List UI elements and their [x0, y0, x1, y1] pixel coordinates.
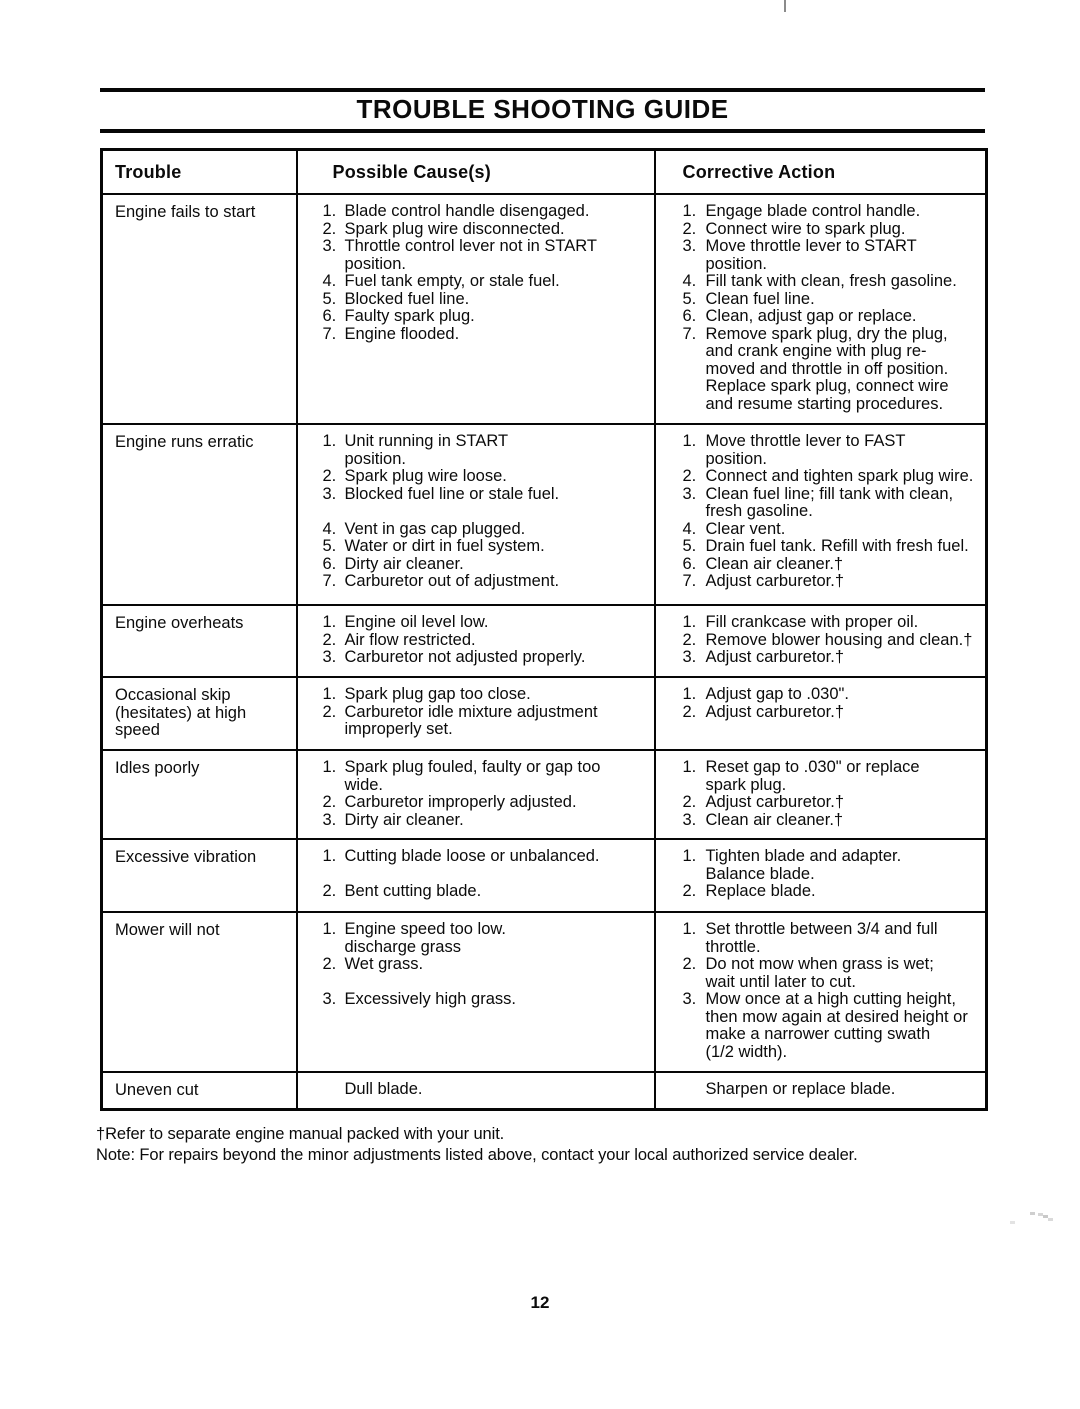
item-number: 6. — [322, 307, 337, 325]
item-text: Clean, adjust gap or replace. — [705, 307, 917, 325]
item-text: Move throttle lever to START position. — [705, 237, 917, 273]
item-text: Adjust carburetor.† — [705, 793, 844, 811]
item-text: Clean fuel line. — [705, 289, 815, 308]
list-item — [298, 221, 652, 239]
item-number: 2. — [322, 702, 337, 721]
item-text: Fuel tank empty, or stale fuel. — [344, 272, 560, 290]
item-text: Clean air cleaner.† — [705, 810, 844, 829]
item-number: 5. — [322, 537, 337, 555]
list-item — [298, 686, 652, 704]
item-number: 2. — [322, 630, 337, 649]
item-text: Vent in gas cap plugged. — [344, 519, 526, 538]
list-item — [298, 614, 652, 632]
item-number: 6. — [322, 554, 337, 573]
list-item — [298, 486, 652, 504]
item-text: Water or dirt in fuel system. — [344, 537, 545, 555]
table-row — [102, 677, 987, 750]
list-item — [298, 632, 652, 650]
item-text: Move throttle lever to FAST position. — [705, 432, 906, 468]
list-item — [656, 203, 984, 221]
item-number: 3. — [682, 237, 697, 255]
footnotes — [96, 1124, 996, 1166]
list-item — [298, 794, 652, 812]
table-row — [102, 912, 987, 1072]
item-number: 1. — [682, 613, 697, 631]
list-item — [298, 308, 652, 326]
list-item — [656, 649, 984, 667]
list-item — [298, 203, 652, 221]
item-number: 2. — [682, 630, 697, 649]
actions-cell — [655, 912, 987, 1072]
item-text: Fill crankcase with proper oil. — [705, 613, 919, 631]
item-text: Tighten blade and adapter. Balance blade. — [705, 847, 902, 883]
item-text: Excessively high grass. — [344, 990, 516, 1008]
item-number: 7. — [322, 572, 337, 590]
list-item — [656, 556, 984, 574]
list-item — [656, 921, 984, 956]
item-number: 1. — [322, 432, 337, 450]
item-number: 2. — [682, 467, 697, 485]
table-row — [102, 1072, 987, 1109]
scan-artifact-tick — [784, 0, 786, 12]
title-rule-top — [100, 88, 985, 92]
item-number: 3. — [322, 237, 337, 255]
item-number: 5. — [682, 289, 697, 308]
list-item — [656, 991, 984, 1061]
footnote-dagger: †Refer to separate engine manual packed with your unit. — [96, 1125, 505, 1143]
list-item — [656, 238, 984, 273]
trouble-cell: Mower will not — [102, 912, 297, 1072]
item-number: 1. — [322, 685, 337, 703]
item-number: 1. — [322, 847, 337, 865]
list-item — [656, 632, 984, 650]
title-rule-bottom — [100, 129, 985, 133]
list-item — [298, 326, 652, 344]
page-title: TROUBLE SHOOTING GUIDE — [356, 94, 729, 124]
item-number: 4. — [682, 519, 697, 538]
list-item — [656, 573, 984, 591]
item-text: Clean air cleaner.† — [705, 554, 844, 573]
list-item — [298, 468, 652, 486]
item-text: Fill tank with clean, fresh gasoline. — [705, 272, 957, 290]
trouble-cell: Excessive vibration — [102, 839, 297, 912]
item-text: Blocked fuel line or stale fuel. — [344, 484, 560, 503]
column-header-trouble: Trouble — [102, 150, 297, 195]
list-item — [298, 291, 652, 309]
list-item — [298, 812, 652, 830]
causes-cell — [297, 912, 655, 1072]
list-item — [298, 556, 652, 574]
table-row — [102, 839, 987, 912]
item-text: Air flow restricted. — [344, 630, 476, 649]
item-number: 3. — [682, 990, 697, 1008]
list-item — [298, 433, 652, 468]
item-text: Reset gap to .030" or replace spark plug. — [705, 758, 920, 794]
list-item — [656, 273, 984, 291]
item-number: 1. — [682, 758, 697, 776]
footnote-note: Note: For repairs beyond the minor adjustments listed above, contact your local authorized service dealer. — [96, 1146, 858, 1164]
causes-cell — [297, 605, 655, 677]
item-text: Dirty air cleaner. — [344, 554, 464, 573]
trouble-cell: Engine runs erratic — [102, 424, 297, 605]
table-row — [102, 750, 987, 839]
list-item — [298, 956, 652, 974]
item-number: 2. — [322, 793, 337, 811]
item-text: Sharpen or replace blade. — [705, 1080, 896, 1098]
item-text: Adjust carburetor.† — [705, 702, 844, 721]
item-text: Throttle control lever not in START position. — [344, 237, 597, 273]
item-number: 1. — [682, 920, 697, 938]
trouble-cell: Occasional skip (hesitates) at high speed — [102, 677, 297, 750]
page-number: 12 — [530, 1293, 550, 1312]
actions-cell — [655, 194, 987, 424]
item-text: Engage blade control handle. — [705, 202, 921, 220]
item-number: 3. — [682, 648, 697, 666]
list-item — [656, 291, 984, 309]
list-item — [656, 486, 984, 521]
table-header-row — [102, 150, 987, 195]
list-item — [656, 848, 984, 883]
item-text: Blocked fuel line. — [344, 289, 470, 308]
item-text: Carburetor improperly adjusted. — [344, 793, 577, 811]
item-text: Adjust gap to .030". — [705, 685, 849, 703]
item-text: Carburetor idle mixture adjustment improperly set. — [344, 702, 598, 738]
item-text: Dull blade. — [344, 1080, 423, 1098]
item-text: Mow once at a high cutting height, then mow again at desired height or make a narrower cutting swath (1/2 width). — [705, 990, 968, 1061]
item-text: Engine speed too low. discharge grass — [344, 920, 506, 956]
item-number: 3. — [682, 484, 697, 503]
causes-cell — [297, 194, 655, 424]
causes-cell — [297, 750, 655, 839]
item-number: 1. — [682, 685, 697, 703]
item-number: 4. — [682, 272, 697, 290]
item-text: Faulty spark plug. — [344, 307, 475, 325]
list-item — [656, 686, 984, 704]
table-row — [102, 194, 987, 424]
item-text: Spark plug gap too close. — [344, 685, 531, 703]
list-item — [298, 704, 652, 739]
list-item — [298, 848, 652, 866]
table-body — [102, 194, 987, 1109]
item-text: Connect and tighten spark plug wire. — [705, 467, 974, 485]
item-text: Dirty air cleaner. — [344, 810, 464, 829]
list-item — [656, 308, 984, 326]
trouble-cell: Engine overheats — [102, 605, 297, 677]
list-item — [656, 759, 984, 794]
list-gap — [298, 503, 652, 521]
list-item — [298, 1081, 652, 1099]
item-text: Spark plug wire disconnected. — [344, 219, 565, 238]
actions-cell — [655, 677, 987, 750]
item-text: Spark plug fouled, faulty or gap too wide. — [344, 758, 601, 794]
trouble-cell: Uneven cut — [102, 1072, 297, 1109]
item-text: Unit running in START position. — [344, 432, 509, 468]
causes-cell — [297, 1072, 655, 1109]
item-number: 3. — [322, 648, 337, 666]
item-text: Engine flooded. — [344, 324, 460, 343]
item-number: 1. — [322, 202, 337, 220]
item-text: Wet grass. — [344, 955, 424, 973]
list-item — [656, 1081, 984, 1099]
item-text: Carburetor not adjusted properly. — [344, 648, 586, 666]
actions-cell — [655, 1072, 987, 1109]
item-text: Remove blower housing and clean.† — [705, 630, 973, 649]
item-number: 2. — [322, 955, 337, 973]
item-text: Drain fuel tank. Refill with fresh fuel. — [705, 537, 969, 555]
scan-artifact-smudge — [1030, 1212, 1035, 1215]
item-text: Remove spark plug, dry the plug, and crank engine with plug re- moved and throttle in off position. Replace spark plug, connect wire and resume starting procedures. — [705, 324, 949, 413]
item-number: 6. — [682, 307, 697, 325]
list-item — [298, 273, 652, 291]
column-header-corrective-action: Corrective Action — [655, 150, 987, 195]
item-text: Adjust carburetor.† — [705, 648, 844, 666]
item-text: Bent cutting blade. — [344, 882, 482, 900]
list-gap — [298, 974, 652, 992]
list-item — [656, 538, 984, 556]
item-number: 2. — [682, 955, 697, 973]
item-number: 1. — [322, 920, 337, 938]
column-header-possible-causes: Possible Cause(s) — [297, 150, 655, 195]
item-number: 4. — [322, 272, 337, 290]
item-number: 6. — [682, 554, 697, 573]
item-number: 4. — [322, 519, 337, 538]
item-text: Blade control handle disengaged. — [344, 202, 590, 220]
list-item — [656, 956, 984, 991]
actions-cell — [655, 750, 987, 839]
list-item — [298, 238, 652, 273]
list-item — [656, 221, 984, 239]
actions-cell — [655, 605, 987, 677]
item-number: 3. — [682, 810, 697, 829]
item-number: 7. — [682, 572, 697, 590]
list-item — [656, 704, 984, 722]
list-item — [298, 573, 652, 591]
item-number: 1. — [682, 847, 697, 865]
item-number: 2. — [322, 467, 337, 485]
list-item — [656, 883, 984, 901]
list-item — [298, 883, 652, 901]
table-row — [102, 605, 987, 677]
causes-cell — [297, 839, 655, 912]
actions-cell — [655, 839, 987, 912]
item-number: 2. — [322, 882, 337, 900]
item-text: Replace blade. — [705, 882, 816, 900]
causes-cell — [297, 424, 655, 605]
item-number: 1. — [682, 432, 697, 450]
list-item — [298, 991, 652, 1009]
item-number: 1. — [322, 613, 337, 631]
list-item — [656, 812, 984, 830]
item-text: Clean fuel line; fill tank with clean, fresh gasoline. — [705, 484, 954, 520]
item-number: 2. — [322, 219, 337, 238]
item-text: Spark plug wire loose. — [344, 467, 507, 485]
list-item — [298, 921, 652, 956]
list-item — [298, 759, 652, 794]
item-number: 2. — [682, 219, 697, 238]
list-item — [298, 521, 652, 539]
item-number: 2. — [682, 702, 697, 721]
item-text: Clear vent. — [705, 519, 786, 538]
item-text: Set throttle between 3/4 and full throttle. — [705, 920, 938, 956]
actions-cell — [655, 424, 987, 605]
item-text: Connect wire to spark plug. — [705, 219, 906, 238]
trouble-cell: Idles poorly — [102, 750, 297, 839]
item-number: 3. — [322, 990, 337, 1008]
list-item — [298, 649, 652, 667]
item-text: Adjust carburetor.† — [705, 572, 844, 590]
list-gap — [298, 866, 652, 884]
item-number: 3. — [322, 810, 337, 829]
item-text: Do not mow when grass is wet; wait until later to cut. — [705, 955, 934, 991]
item-number: 3. — [322, 484, 337, 503]
item-text: Cutting blade loose or unbalanced. — [344, 847, 600, 865]
item-number: 7. — [682, 324, 697, 343]
trouble-cell: Engine fails to start — [102, 194, 297, 424]
list-item — [656, 794, 984, 812]
list-item — [656, 614, 984, 632]
item-number: 2. — [682, 882, 697, 900]
item-number: 1. — [322, 758, 337, 776]
causes-cell — [297, 677, 655, 750]
table-row — [102, 424, 987, 605]
item-number: 1. — [682, 202, 697, 220]
troubleshooting-table — [100, 148, 988, 1111]
list-item — [656, 521, 984, 539]
item-number: 5. — [682, 537, 697, 555]
list-item — [656, 326, 984, 414]
list-item — [656, 433, 984, 468]
item-number: 2. — [682, 793, 697, 811]
item-text: Engine oil level low. — [344, 613, 489, 631]
item-text: Carburetor out of adjustment. — [344, 572, 560, 590]
list-item — [298, 538, 652, 556]
item-number: 5. — [322, 289, 337, 308]
list-item — [656, 468, 984, 486]
item-number: 7. — [322, 324, 337, 343]
